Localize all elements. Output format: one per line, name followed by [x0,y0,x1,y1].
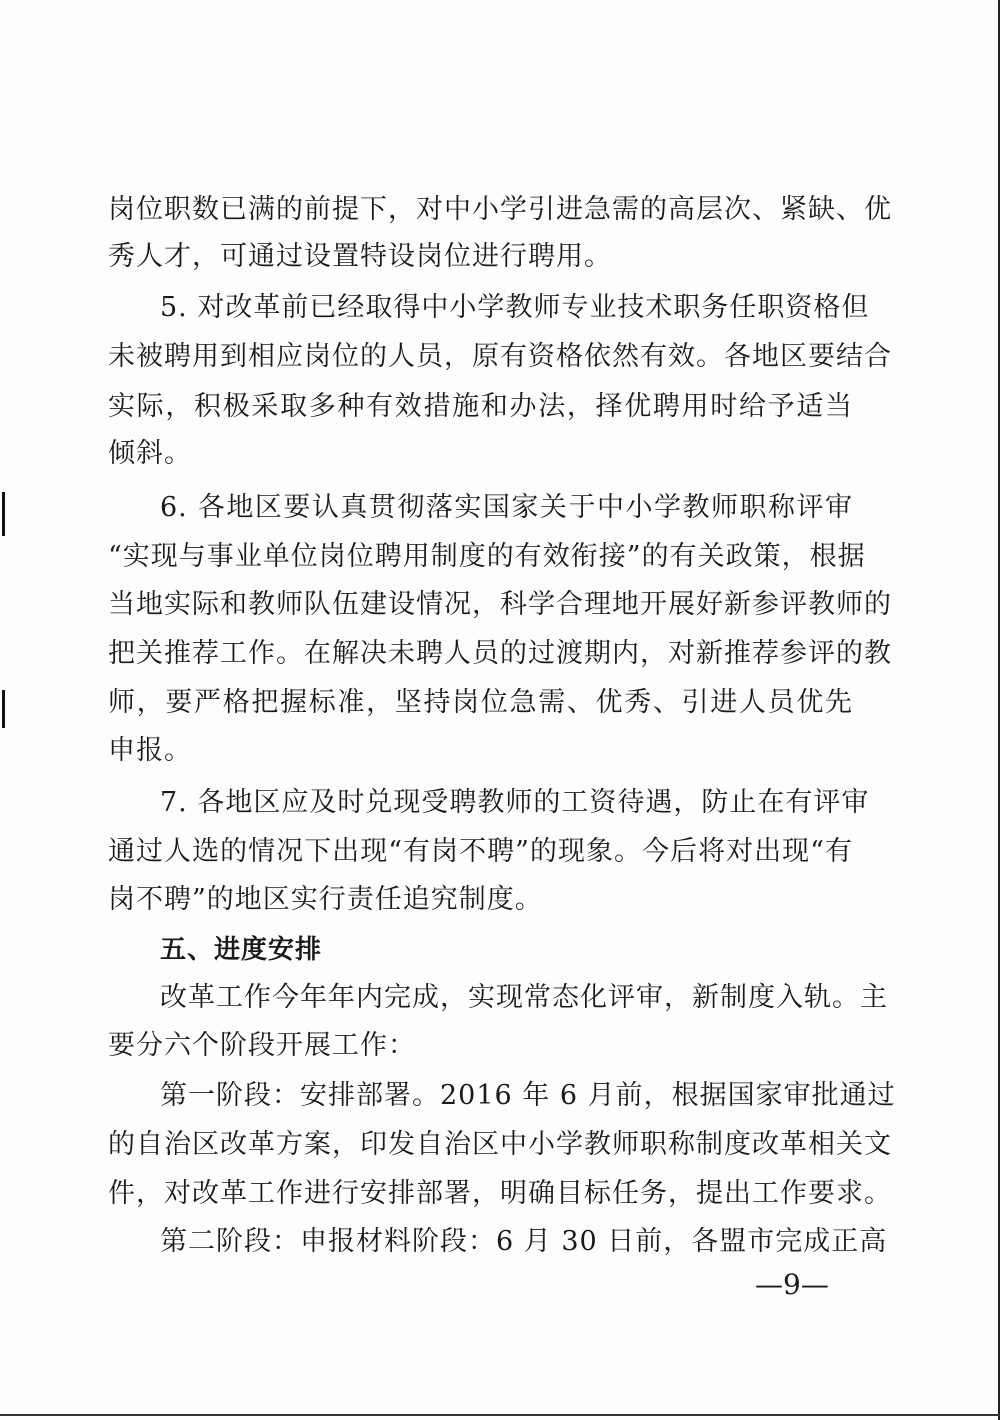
text-line: 实际，积极采取多种有效措施和办法，择优聘用时给予适当 [108,391,853,422]
text-line: 岗位职数已满的前提下，对中小学引进急需的高层次、紧缺、优 [108,194,892,225]
text-line: 要分六个阶段开展工作： [108,1030,416,1061]
text-line: 件，对改革工作进行安排部署，明确目标任务，提出工作要求。 [108,1178,892,1209]
scan-edge-mark [2,690,5,728]
text-line: 第一阶段：安排部署。2016 年 6 月前，根据国家审批通过 [160,1080,896,1111]
text-line: 未被聘用到相应岗位的人员，原有资格依然有效。各地区要结合 [108,341,892,372]
text-line: 倾斜。 [108,438,192,469]
text-line: 改革工作今年年内完成，实现常态化评审，新制度入轨。主 [160,982,888,1013]
text-line: 5. 对改革前已经取得中小学教师专业技术职务任职资格但 [160,292,870,323]
text-line: “实现与事业单位岗位聘用制度的有效衔接”的有关政策，根据 [108,541,866,572]
text-line: 把关推荐工作。在解决未聘人员的过渡期内，对新推荐参评的教 [108,638,892,669]
text-line: 师，要严格把握标准，坚持岗位急需、优秀、引进人员优先 [108,687,853,718]
scan-bottom-border [0,1414,1000,1416]
scan-edge-mark [2,492,5,536]
text-line: 岗不聘”的地区实行责任追究制度。 [108,884,543,915]
text-line: 通过人选的情况下出现“有岗不聘”的现象。今后将对出现“有 [108,836,853,867]
text-line: 的自治区改革方案，印发自治区中小学教师职称制度改革相关文 [108,1129,892,1160]
text-line: 当地实际和教师队伍建设情况，科学合理地开展好新参评教师的 [108,589,892,620]
text-line: 秀人才，可通过设置特设岗位进行聘用。 [108,241,612,272]
text-line: 第二阶段：申报材料阶段：6 月 30 日前，各盟市完成正高 [160,1226,888,1257]
text-line: 6. 各地区要认真贯彻落实国家关于中小学教师职称评审 [160,492,853,523]
text-line: 申报。 [108,735,192,766]
text-line: 7. 各地区应及时兑现受聘教师的工资待遇，防止在有评审 [160,787,870,818]
page-number: —9— [755,1268,829,1301]
section-heading: 五、进度安排 [160,935,323,965]
